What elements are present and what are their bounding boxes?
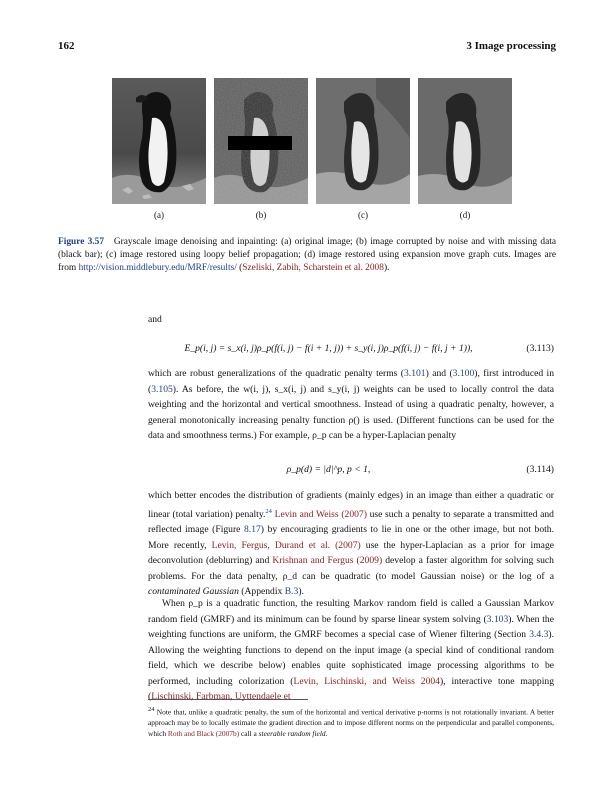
subfigure-label-c: (c) (358, 210, 368, 220)
footnote-divider (148, 699, 308, 700)
equation-3-114 (148, 464, 554, 478)
footnote-number: 24 (148, 706, 155, 713)
body-paragraph-1: which are robust generalizations of the quadratic penalty terms (3.101) and (3.100), first introduced in (3.105). As before, the w(i, j), s_x(i, j) and s_y(i, j) weights can be used to locally control the data weighting and the horizontal and vertical smoothness. Instead of using a quadratic penalty, however, a general monotonically increasing penalty function ρ() is used. (Different functions can be used for the data and smoothness terms.) For example, ρ_p can be a hyper-Laplacian penalty (148, 368, 554, 441)
page-number: 162 (58, 40, 75, 52)
figure-subfigure-labels (112, 210, 502, 222)
figure-number: Figure 3.57 (58, 237, 105, 247)
figure-caption: Figure 3.57 Grayscale image denoising and inpainting: (a) original image; (b) image corrupted by noise and with missing data (black bar); (c) image restored using loopy belief propagation; (d) image restored using expansion move graph cuts. Images are from http://vision.middlebury.edu/MRF/results/ (Szeliski, Zabih, Scharstein et al. 2008). (58, 237, 556, 273)
equation-ref-link[interactable]: 3.100 (452, 368, 475, 379)
figure-panel-a (112, 78, 206, 204)
penguin-image-graphcuts (418, 78, 512, 204)
subfigure-label-a: (a) (154, 210, 164, 220)
equation-ref-link[interactable]: 3.103 (486, 613, 509, 625)
chapter-title: 3 Image processing (466, 40, 556, 52)
penguin-image-original (112, 78, 206, 204)
figure-3-57-images (112, 78, 502, 204)
figure-panel-b (214, 78, 308, 204)
equation-ref-link[interactable]: 3.105 (151, 383, 173, 395)
body-intro: and (148, 314, 162, 325)
equation-expression: ρ_p(d) = |d|^p, p < 1, (286, 464, 371, 475)
caption-url-link[interactable]: http://vision.middlebury.edu/MRF/results/ (78, 263, 237, 273)
equation-3-113 (148, 343, 554, 357)
running-header (58, 40, 556, 56)
footnote-24: $^{24}$ Note that, unlike a quadratic penalty, the sum of the horizontal and vertical derivative p-norms is not rotationally invariant. A better approach may be to locally estimate the gradient direction and to impose different norms on the perpendicular and parallel components, which Roth and Black (2007b) call a steerable random field. (148, 706, 554, 739)
citation-link[interactable]: Roth and Black (2007b) (167, 729, 240, 739)
equation-ref-link[interactable]: 3.101 (404, 368, 426, 379)
appendix-ref-link[interactable]: B.3 (284, 586, 299, 598)
body-paragraph-3: When ρ_p is a quadratic function, the resulting Markov random field is called a Gaussian Markov random field (GMRF) and its minimum can be found by sparse linear system solving (3.103). When the weighting functions are uniform, the GMRF becomes a special case of Wiener filtering (Section 3.4.3). Allowing the weighting functions to depend on the input image (a special kind of conditional random field, which we describe below) enables quite sophisticated image processing algorithms to be performed, including colorization (Levin, Lischinski, and Weiss 2004), interactive tone mapping (Lischinski, Farbman, Uyttendaele et (148, 598, 554, 702)
citation-link[interactable]: Levin and Weiss (2007) (274, 508, 367, 520)
section-ref-link[interactable]: 3.4.3 (529, 629, 549, 640)
subfigure-label-b: (b) (255, 210, 267, 220)
citation-link[interactable]: Levin, Fergus, Durand et al. (2007) (211, 539, 361, 551)
equation-number: (3.114) (526, 464, 554, 475)
equation-number: (3.113) (526, 343, 554, 354)
citation-link[interactable]: Levin, Lischinski, and Weiss 2004 (293, 675, 440, 687)
citation-link[interactable]: Lischinski, Farbman, Uyttendaele et (151, 691, 291, 702)
subfigure-label-d: (d) (459, 210, 471, 220)
body-paragraph-2: which better encodes the distribution of gradients (mainly edges) in an image than either a quadratic or linear (total variation) penalty.$^{24}$ Levin and Weiss (2007) use such a penalty to separate a transmitted and reflected image (Figure 8.17) by encouraging gradients to lie in one or the other image, but not both. More recently, Levin, Fergus, Durand et al. (2007) use the hyper-Laplacian as a prior for image deconvolution (deblurring) and Krishnan and Fergus (2009) develop a faster algorithm for solving such problems. For the data penalty, ρ_d can be quadratic (to model Gaussian noise) or the log of a contaminated Gaussian (Appendix B.3). (148, 490, 554, 598)
citation-link[interactable]: Krishnan and Fergus (2009) (272, 555, 383, 567)
missing-data-bar (228, 136, 292, 150)
equation-expression: E_p(i, j) = s_x(i, j)ρ_p(f(i, j) − f(i + 1, j)) + s_y(i, j)ρ_p(f(i, j) − f(i, j + 1)), (184, 343, 473, 354)
penguin-image-noisy (214, 78, 308, 204)
figure-ref-link[interactable]: 8.17 (244, 524, 261, 536)
penguin-image-lbp (316, 78, 410, 204)
figure-panel-c (316, 78, 410, 204)
caption-citation-link[interactable]: Szeliski, Zabih, Scharstein et al. 2008 (242, 263, 384, 273)
figure-panel-d (418, 78, 512, 204)
footnote-marker[interactable]: 24 (265, 507, 272, 515)
